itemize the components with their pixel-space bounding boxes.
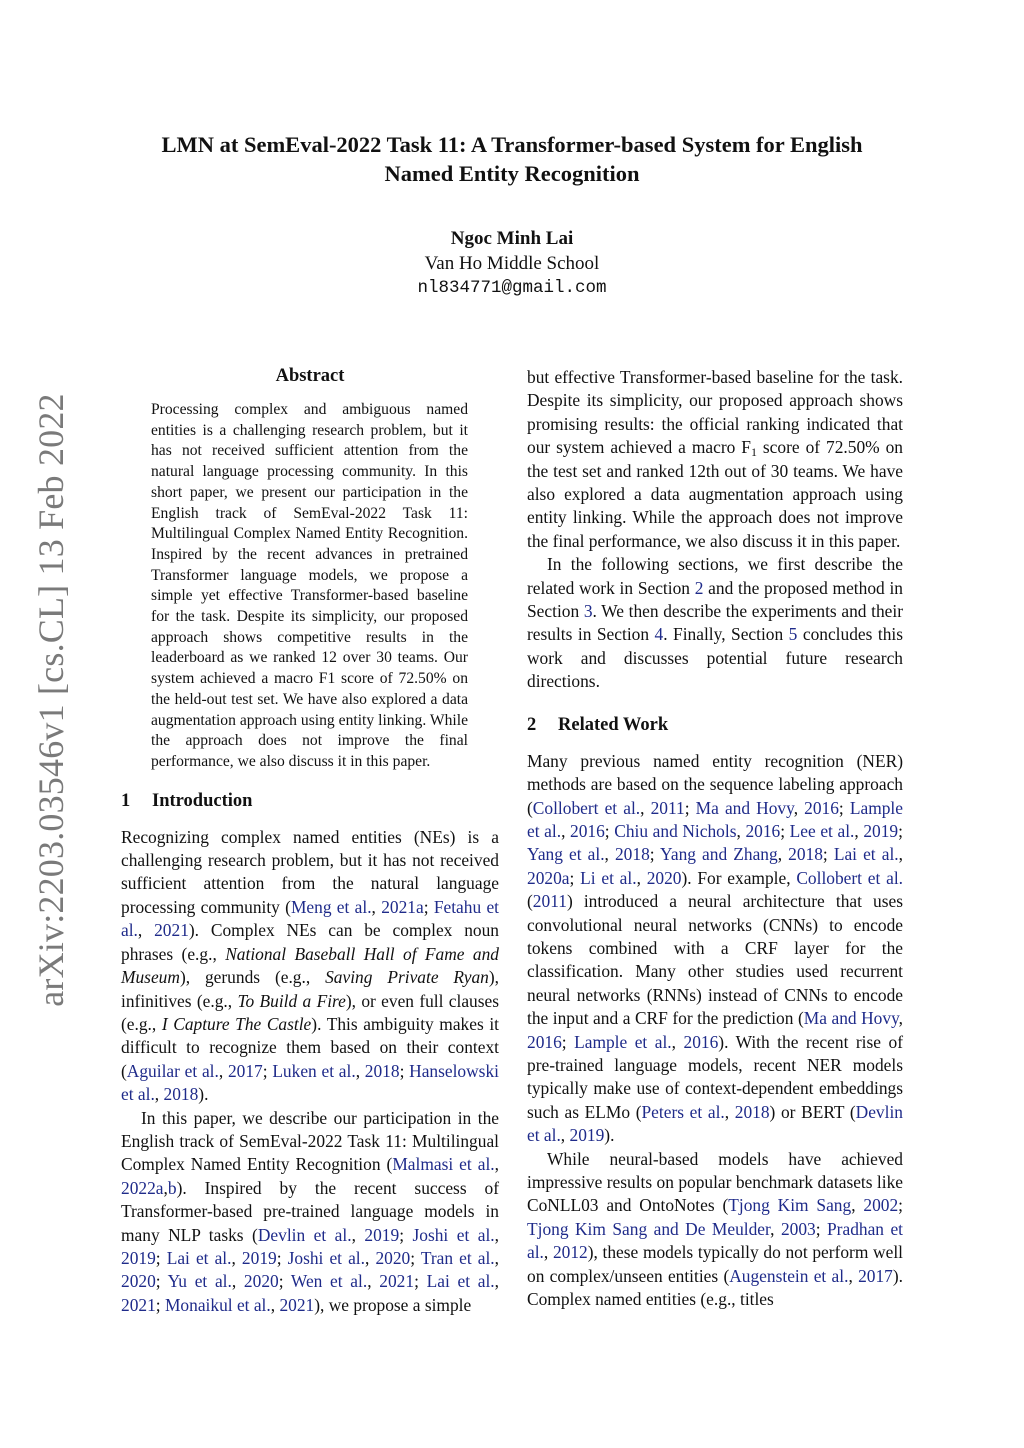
- citation-link[interactable]: Lai et al.: [426, 1271, 495, 1292]
- citation-link[interactable]: Tjong Kim Sang and De Meulder: [527, 1218, 771, 1239]
- intro-paragraph-2: In this paper, we describe our participation in the English track of SemEval-2022 Task 11: Multilingual Complex Named Entity Recognition (Malmasi et al., 2022a,b). Inspired by the recent success of Transformer-based pre-trained language models in many NLP tasks (Devlin et al., 2019; Joshi et al., 2019; Lai et al., 2019; Joshi et al., 2020; Tran et al., 2020; Yu et al., 2020; Wen et al., 2021; Lai et al., 2021; Monaikul et al., 2021), we propose a simple: [121, 1107, 500, 1315]
- intro-paragraph-3: but effective Transformer-based baseline for the task. Despite its simplicity, our proposed approach shows promising results: the official ranking indicated that our system achieved a macro $F_1$ score of 72.50% on the test set and ranked 12th out of 30 teams. We have also explored a data augmentation approach using entity linking. While the approach does not improve the final performance, we also discuss it in this paper.: [527, 367, 903, 551]
- citation-link[interactable]: 2020: [375, 1247, 411, 1268]
- title-line-1: LMN at SemEval-2022 Task 11: A Transformer-based System for English: [161, 132, 863, 157]
- citation-link[interactable]: Yang et al.: [527, 844, 605, 865]
- section-title: Introduction: [152, 790, 253, 811]
- citation-link[interactable]: Lai et al.: [833, 844, 899, 865]
- citation-link[interactable]: Joshi et al.: [287, 1247, 365, 1268]
- citation-link[interactable]: 2016: [570, 820, 605, 841]
- citation-link[interactable]: 2019: [569, 1125, 605, 1146]
- citation-link[interactable]: 2016: [683, 1031, 719, 1052]
- citation-link[interactable]: Devlin et al.: [257, 1224, 352, 1245]
- citation-link[interactable]: Ma and Hovy: [803, 1008, 899, 1029]
- citation-link[interactable]: Pradhan et al.: [527, 1218, 904, 1263]
- citation-link[interactable]: 2002: [863, 1195, 899, 1216]
- citation-link[interactable]: Peters et al.: [641, 1101, 725, 1122]
- citation-link[interactable]: 2011: [532, 891, 567, 912]
- author-block: [90, 227, 934, 301]
- abstract-heading: Abstract: [275, 366, 345, 386]
- citation-link[interactable]: Lai et al.: [166, 1247, 232, 1268]
- citation-link[interactable]: Li et al.: [580, 867, 637, 888]
- section-number: 2: [527, 714, 537, 735]
- citation-link[interactable]: Tjong Kim Sang: [728, 1195, 852, 1216]
- citation-link[interactable]: 2003: [780, 1218, 816, 1239]
- citation-link[interactable]: b: [167, 1177, 177, 1198]
- citation-link[interactable]: 2020: [121, 1271, 156, 1292]
- citation-link[interactable]: Yu et al.: [167, 1271, 232, 1292]
- section-number: 1: [121, 790, 131, 811]
- author-affiliation: Van Ho Middle School: [424, 252, 600, 274]
- section-title: Related Work: [558, 714, 669, 735]
- citation-link[interactable]: Collobert et al.: [796, 867, 903, 888]
- citation-link[interactable]: Lample et al.: [527, 797, 903, 841]
- citation-link[interactable]: Tran et al.: [420, 1247, 495, 1268]
- citation-link[interactable]: Collobert et al.: [532, 797, 641, 818]
- citation-link[interactable]: 2020a: [527, 867, 570, 888]
- citation-link[interactable]: Lample et al.: [574, 1031, 672, 1052]
- citation-link[interactable]: Monaikul et al.: [164, 1294, 271, 1315]
- citation-link[interactable]: 2022a: [121, 1177, 164, 1198]
- section-link[interactable]: 3: [583, 601, 593, 622]
- citation-link[interactable]: Lee et al.: [789, 820, 855, 841]
- citation-link[interactable]: 2021: [379, 1271, 415, 1292]
- citation-link[interactable]: Luken et al.: [272, 1060, 356, 1081]
- citation-link[interactable]: Joshi et al.: [412, 1224, 495, 1245]
- citation-link[interactable]: 2018: [364, 1060, 400, 1081]
- citation-link[interactable]: 2019: [364, 1224, 400, 1245]
- citation-link[interactable]: Yang and Zhang: [660, 844, 778, 865]
- citation-link[interactable]: 2019: [863, 820, 899, 841]
- intro-paragraph-4: In the following sections, we first describe the related work in Section 2 and the proposed method in Section 3. We then describe the experiments and their results in Section 4. Finally, Section 5 concludes this work and discusses potential future research directions.: [527, 554, 903, 692]
- title-line-2: Named Entity Recognition: [384, 161, 640, 186]
- citation-link[interactable]: 2018: [614, 844, 650, 865]
- citation-link[interactable]: 2021: [154, 920, 189, 941]
- citation-link[interactable]: Hanselowski et al.: [121, 1060, 499, 1105]
- arxiv-sidebar: [0, 0, 90, 1448]
- citation-link[interactable]: Devlin et al.: [527, 1101, 903, 1146]
- citation-link[interactable]: Chiu and Nichols: [614, 820, 737, 841]
- related-paragraph-2: While neural-based models have achieved impressive results on popular benchmark datasets like CoNLL03 and OntoNotes (Tjong Kim Sang, 2002; Tjong Kim Sang and De Meulder, 2003; Pradhan et al., 2012), these models typically do not perform well on complex/unseen entities (Augenstein et al., 2017). Complex named entities (e.g., titles: [527, 1148, 904, 1310]
- citation-link[interactable]: 2021: [279, 1294, 315, 1315]
- section-heading-related-work: [527, 713, 903, 737]
- citation-link[interactable]: Meng et al.: [290, 896, 372, 917]
- citation-link[interactable]: 2016: [804, 797, 839, 818]
- section-link[interactable]: 5: [788, 624, 798, 645]
- author-name: Ngoc Minh Lai: [450, 228, 574, 249]
- citation-link[interactable]: 2018: [163, 1084, 199, 1105]
- paper-title: [90, 130, 934, 188]
- citation-link[interactable]: Ma and Hovy: [695, 797, 794, 818]
- citation-link[interactable]: 2020: [646, 867, 682, 888]
- citation-link[interactable]: Malmasi et al.: [392, 1154, 495, 1175]
- section-heading-introduction: [121, 789, 499, 813]
- related-paragraph-1: Many previous named entity recognition (NER) methods are based on the sequence labeling approach (Collobert et al., 2011; Ma and Hovy, 2016; Lample et al., 2016; Chiu and Nichols, 2016; Lee et al., 2019; Yang et al., 2018; Yang and Zhang, 2018; Lai et al., 2020a; Li et al., 2020). For example, Collobert et al. (2011) introduced a neural architecture that uses convolutional neural networks (CNNs) to encode tokens combined with a CRF layer for the classification. Many other studies used recurrent neural networks (RNNs) instead of CNNs to encode the input and a CRF for the prediction (Ma and Hovy, 2016; Lample et al., 2016). With the recent rise of pre-trained language models, recent NER models typically make use of context-dependent embeddings such as ELMo (Peters et al., 2018) or BERT (Devlin et al., 2019).: [527, 750, 903, 1146]
- citation-link[interactable]: 2012: [552, 1242, 588, 1263]
- left-column: [121, 366, 499, 1317]
- citation-link[interactable]: 2020: [243, 1271, 279, 1292]
- citation-link[interactable]: 2021: [121, 1294, 156, 1315]
- citation-link[interactable]: 2018: [788, 844, 823, 865]
- section-link[interactable]: 4: [654, 624, 664, 645]
- citation-link[interactable]: 2019: [241, 1247, 277, 1268]
- intro-paragraph-1: Recognizing complex named entities (NEs) is a challenging research problem, but it has not received sufficient attention from the natural language processing community (Meng et al., 2021a; Fetahu et al., 2021). Complex NEs can be complex noun phrases (e.g., National Baseball Hall of Fame and Museum), gerunds (e.g., Saving Private Ryan), infinitives (e.g., To Build a Fire), or even full clauses (e.g., I Capture The Castle). This ambiguity makes it difficult to recognize them based on their context (Aguilar et al., 2017; Luken et al., 2018; Hanselowski et al., 2018).: [121, 826, 500, 1105]
- citation-link[interactable]: 2011: [650, 797, 685, 818]
- citation-link[interactable]: 2017: [227, 1060, 263, 1081]
- citation-link[interactable]: 2018: [734, 1101, 770, 1122]
- citation-link[interactable]: 2016: [745, 820, 781, 841]
- citation-link[interactable]: 2019: [121, 1247, 156, 1268]
- arxiv-identifier[interactable]: arXiv:2203.03546v1 [cs.CL] 13 Feb 2022: [31, 393, 71, 1007]
- citation-link[interactable]: 2021a: [381, 896, 424, 917]
- author-email[interactable]: nl834771@gmail.com: [417, 278, 607, 298]
- right-column: [527, 366, 903, 1311]
- citation-link[interactable]: Aguilar et al.: [126, 1060, 219, 1081]
- citation-link[interactable]: Fetahu et al.: [121, 896, 499, 941]
- citation-link[interactable]: Augenstein et al.: [729, 1265, 849, 1286]
- section-link[interactable]: 2: [694, 577, 704, 598]
- citation-link[interactable]: 2016: [527, 1031, 562, 1052]
- citation-link[interactable]: 2017: [858, 1265, 893, 1286]
- abstract-text: Processing complex and ambiguous named entities is a challenging research problem, but it has not received sufficient attention from the natural language processing community. In this short paper, we present our participation in the English track of SemEval-2022 Task 11: Multilingual Complex Named Entity Recognition. Inspired by the recent advances in pretrained Transformer language models, we propose a simple yet effective Transformer-based baseline for the task. Despite its simplicity, our proposed approach shows competitive results in the leaderboard as we ranked 12 over 30 teams. Our system achieved a macro F1 score of 72.50% on the held-out test set. We have also explored a data augmentation approach using entity linking. While the approach does not improve the final performance, we also discuss it in this paper.: [151, 401, 468, 770]
- citation-link[interactable]: Wen et al.: [290, 1271, 368, 1292]
